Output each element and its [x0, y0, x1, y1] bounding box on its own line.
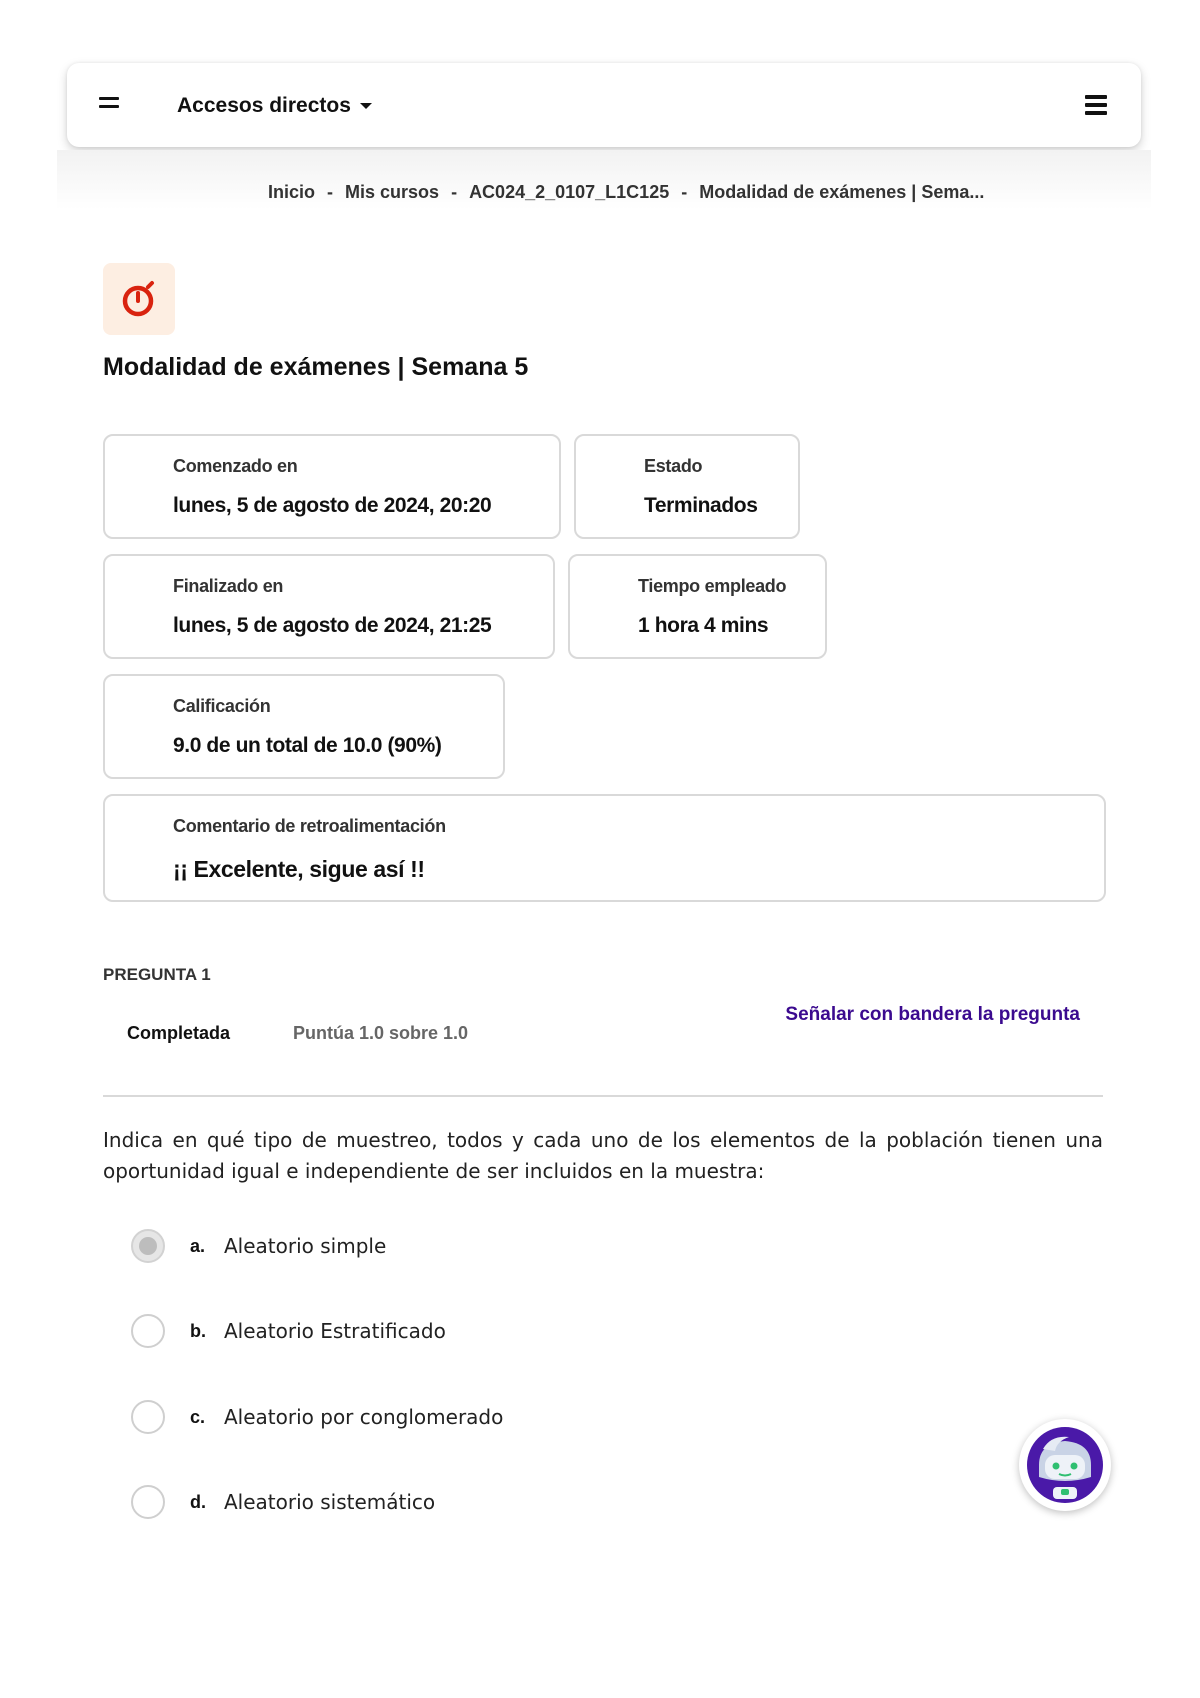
time-taken-card: [568, 554, 827, 659]
question-score: Puntúa 1.0 sobre 1.0: [293, 1023, 469, 1043]
shortcuts-dropdown[interactable]: [177, 91, 372, 121]
answer-text: Aleatorio por conglomerado: [224, 1405, 504, 1429]
answer-option-a[interactable]: [131, 1228, 386, 1264]
answer-option-b[interactable]: [131, 1313, 446, 1349]
page-title: Modalidad de exámenes | Semana 5: [103, 353, 529, 381]
hamburger-icon[interactable]: [99, 97, 119, 111]
feedback-label: Comentario de retroalimentación: [173, 816, 446, 836]
question-number: PREGUNTA 1: [103, 965, 211, 984]
stopwatch-icon: [119, 279, 159, 319]
breadcrumb-separator: -: [327, 181, 334, 202]
started-value: lunes, 5 de agosto de 2024, 20:20: [173, 494, 492, 517]
grade-card: [103, 674, 505, 779]
answer-option-c[interactable]: [131, 1399, 503, 1435]
answer-letter: b.: [190, 1320, 206, 1341]
question-state: Completada: [127, 1023, 231, 1043]
flag-question-link[interactable]: Señalar con bandera la pregunta: [785, 1004, 1080, 1025]
hamburger-icon[interactable]: [1085, 95, 1107, 115]
finished-value: lunes, 5 de agosto de 2024, 21:25: [173, 614, 492, 637]
time-taken-label: Tiempo empleado: [638, 576, 787, 596]
radio-button[interactable]: [131, 1485, 165, 1519]
radio-button[interactable]: [131, 1400, 165, 1434]
state-value: Terminados: [644, 494, 758, 517]
radio-button[interactable]: [131, 1314, 165, 1348]
answer-letter: c.: [190, 1406, 206, 1427]
breadcrumb-separator: -: [451, 181, 458, 202]
answer-text: Aleatorio sistemático: [224, 1490, 436, 1514]
breadcrumb-separator: -: [681, 181, 688, 202]
answer-text: Aleatorio Estratificado: [224, 1319, 446, 1343]
feedback-value: ¡¡ Excelente, sigue así !!: [173, 856, 425, 882]
chatbot-button[interactable]: [1019, 1419, 1111, 1511]
breadcrumb-item-exam[interactable]: Modalidad de exámenes | Sema...: [699, 181, 985, 202]
grade-label: Calificación: [173, 696, 271, 716]
grade-value: 9.0 de un total de 10.0 (90%): [173, 734, 442, 757]
state-label: Estado: [644, 456, 703, 476]
top-navbar: [67, 63, 1141, 147]
caret-down-icon: [360, 103, 372, 109]
answer-letter: d.: [190, 1491, 206, 1512]
answer-text: Aleatorio simple: [224, 1234, 387, 1258]
breadcrumb-item-course[interactable]: AC024_2_0107_L1C125: [469, 181, 670, 202]
started-label: Comenzado en: [173, 456, 298, 476]
finished-card: [103, 554, 555, 659]
radio-button[interactable]: [131, 1229, 165, 1263]
activity-icon-tile: [103, 263, 175, 335]
shortcuts-label: Accesos directos: [177, 94, 351, 117]
question-text: Indica en qué tipo de muestreo, todos y cada uno de los elementos de la población tienen una oportunidad igual e independiente de ser incluidos en la muestra:: [103, 1128, 1103, 1183]
answer-option-d[interactable]: [131, 1484, 435, 1520]
feedback-card: [103, 794, 1106, 902]
breadcrumb: [268, 180, 984, 204]
breadcrumb-item-inicio[interactable]: Inicio: [268, 181, 316, 202]
chatbot-avatar-icon: [1025, 1425, 1105, 1505]
finished-label: Finalizado en: [173, 576, 284, 596]
divider: [103, 1095, 1103, 1097]
answer-letter: a.: [190, 1235, 206, 1256]
breadcrumb-item-mis-cursos[interactable]: Mis cursos: [345, 181, 440, 202]
time-taken-value: 1 hora 4 mins: [638, 614, 769, 637]
state-card: [574, 434, 800, 539]
started-card: [103, 434, 561, 539]
